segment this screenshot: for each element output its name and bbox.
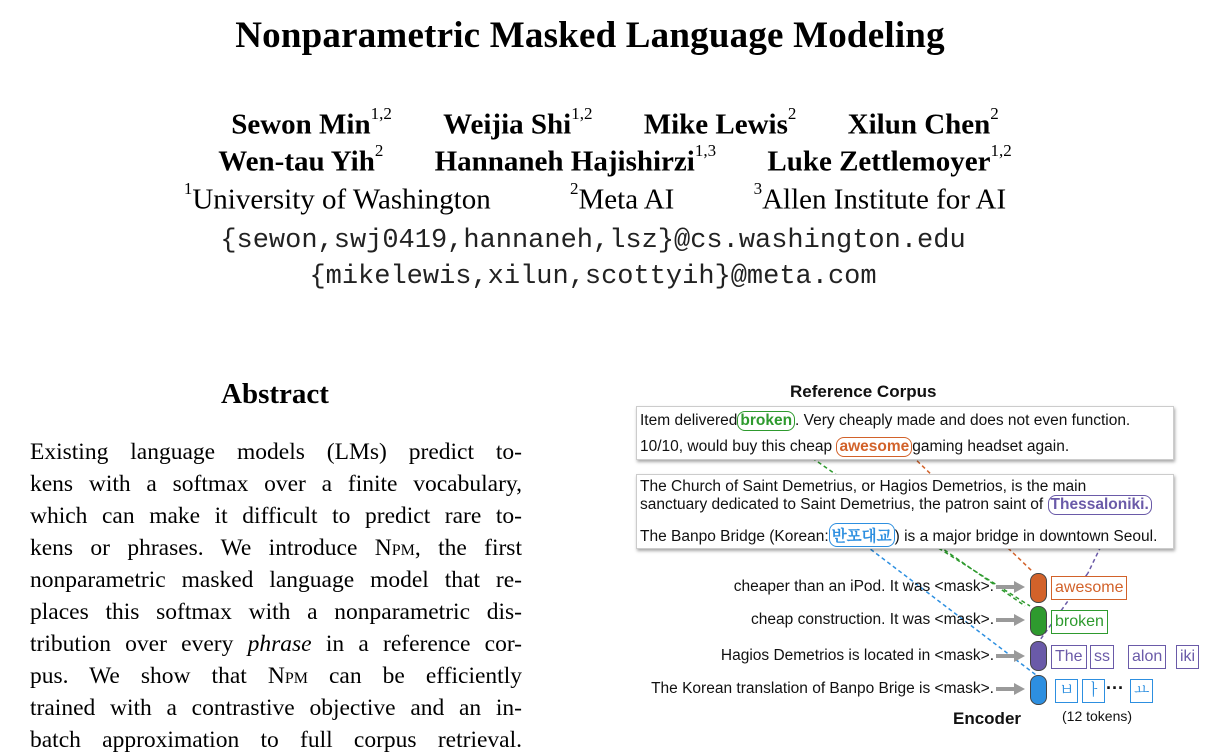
output-token: iki bbox=[1176, 645, 1199, 669]
affiliation: $^3$Allen Institute for AI bbox=[753, 179, 1007, 216]
arrow-right-icon bbox=[996, 613, 1026, 627]
query-text: The Korean translation of Banpo Brige is <mask>. bbox=[651, 680, 994, 697]
figure-title: Reference Corpus bbox=[790, 382, 937, 401]
abstract-line: tribution over every phrase in a reference cor- bbox=[30, 631, 522, 657]
encoder-label: Encoder bbox=[953, 709, 1022, 728]
query-text: Hagios Demetrios is located in <mask>. bbox=[720, 647, 994, 664]
encoder-vector-orange bbox=[1030, 573, 1047, 603]
affiliation: $^2$Meta AI bbox=[570, 179, 675, 216]
corpus-line: Item delivered broken . Very cheaply made and does not even function. bbox=[640, 412, 1131, 429]
highlight-broken: broken bbox=[737, 411, 795, 431]
output-awesome: awesome bbox=[1051, 576, 1127, 600]
author-list-row-2 bbox=[0, 141, 1230, 179]
output-token: ss bbox=[1090, 645, 1114, 669]
abstract-line: pus. We show that Npm can be efficiently bbox=[30, 663, 522, 689]
author: Xilun Chen$^2$ bbox=[847, 104, 999, 141]
email-line-2: {mikelewis,xilun,scottyih}@meta.com bbox=[309, 262, 877, 292]
author: Mike Lewis$^2$ bbox=[643, 104, 797, 141]
arrow-right-icon bbox=[996, 649, 1026, 663]
ellipsis: ··· bbox=[1106, 678, 1124, 698]
output-token: ㅏ bbox=[1082, 679, 1105, 703]
abstract-body bbox=[30, 436, 522, 756]
token-count-note: (12 tokens) bbox=[1062, 708, 1133, 724]
output-token: ㅛ bbox=[1130, 679, 1153, 703]
corpus-box-1 bbox=[636, 406, 1174, 460]
arrow-right-icon bbox=[996, 682, 1026, 696]
highlight-banpo-korean: 반포대교 bbox=[829, 523, 895, 547]
author: Wen-tau Yih$^2$ bbox=[218, 141, 384, 178]
abstract-line: which can make it difficult to predict rare to- bbox=[30, 503, 522, 529]
output-token: alon bbox=[1128, 645, 1166, 669]
abstract-line: batch approximation to full corpus retrieval. bbox=[30, 727, 522, 753]
abstract-line: trained with a contrastive objective and an in- bbox=[30, 695, 522, 721]
encoder-vector-green bbox=[1030, 606, 1047, 636]
abstract-line: Existing language models (LMs) predict to- bbox=[30, 439, 522, 465]
corpus-line: The Church of Saint Demetrius, or Hagios Demetrios, is the main bbox=[640, 478, 1087, 495]
author: Weijia Shi$^{1,2}$ bbox=[443, 104, 593, 141]
corpus-line: sanctuary dedicated to Saint Demetrius, the patron saint of Thessaloniki. bbox=[640, 495, 1152, 515]
abstract-line: nonparametric masked language model that re- bbox=[30, 567, 522, 593]
encoder-vector-purple bbox=[1030, 641, 1047, 671]
highlight-thessaloniki: Thessaloniki. bbox=[1048, 495, 1152, 515]
abstract-line: places this softmax with a nonparametric dis- bbox=[30, 599, 522, 625]
author-list-row-1 bbox=[0, 104, 1230, 142]
highlight-awesome: awesome bbox=[836, 437, 912, 457]
npm-overview-figure bbox=[600, 378, 1220, 749]
paper-title: Nonparametric Masked Language Modeling bbox=[235, 15, 945, 56]
author: Hannaneh Hajishirzi$^{1,3}$ bbox=[434, 141, 717, 178]
query-text: cheap construction. It was <mask>. bbox=[751, 611, 994, 628]
query-text: cheaper than an iPod. It was <mask>. bbox=[733, 578, 994, 595]
corpus-line: The Banpo Bridge (Korean: 반포대교 ) is a major bridge in downtown Seoul. bbox=[640, 523, 1157, 547]
author: Luke Zettlemoyer$^{1,2}$ bbox=[767, 141, 1012, 178]
corpus-box-2 bbox=[636, 474, 1174, 549]
output-token: ㅂ bbox=[1055, 679, 1078, 703]
affiliation: $^1$University of Washington bbox=[183, 179, 491, 216]
author: Sewon Min$^{1,2}$ bbox=[231, 104, 392, 141]
arrow-right-icon bbox=[996, 580, 1026, 594]
encoder-vector-blue bbox=[1030, 675, 1047, 705]
affiliations bbox=[0, 179, 1190, 217]
abstract-heading: Abstract bbox=[221, 378, 329, 410]
output-broken: broken bbox=[1051, 610, 1108, 634]
output-token: The bbox=[1051, 645, 1087, 669]
abstract-line: kens or phrases. We introduce Npm, the first bbox=[30, 535, 522, 561]
abstract-line: kens with a softmax over a finite vocabulary, bbox=[30, 471, 522, 497]
email-line-1: {sewon,swj0419,hannaneh,lsz}@cs.washington.edu bbox=[220, 226, 966, 256]
corpus-line: 10/10, would buy this cheap awesome gaming headset again. bbox=[640, 438, 1070, 455]
